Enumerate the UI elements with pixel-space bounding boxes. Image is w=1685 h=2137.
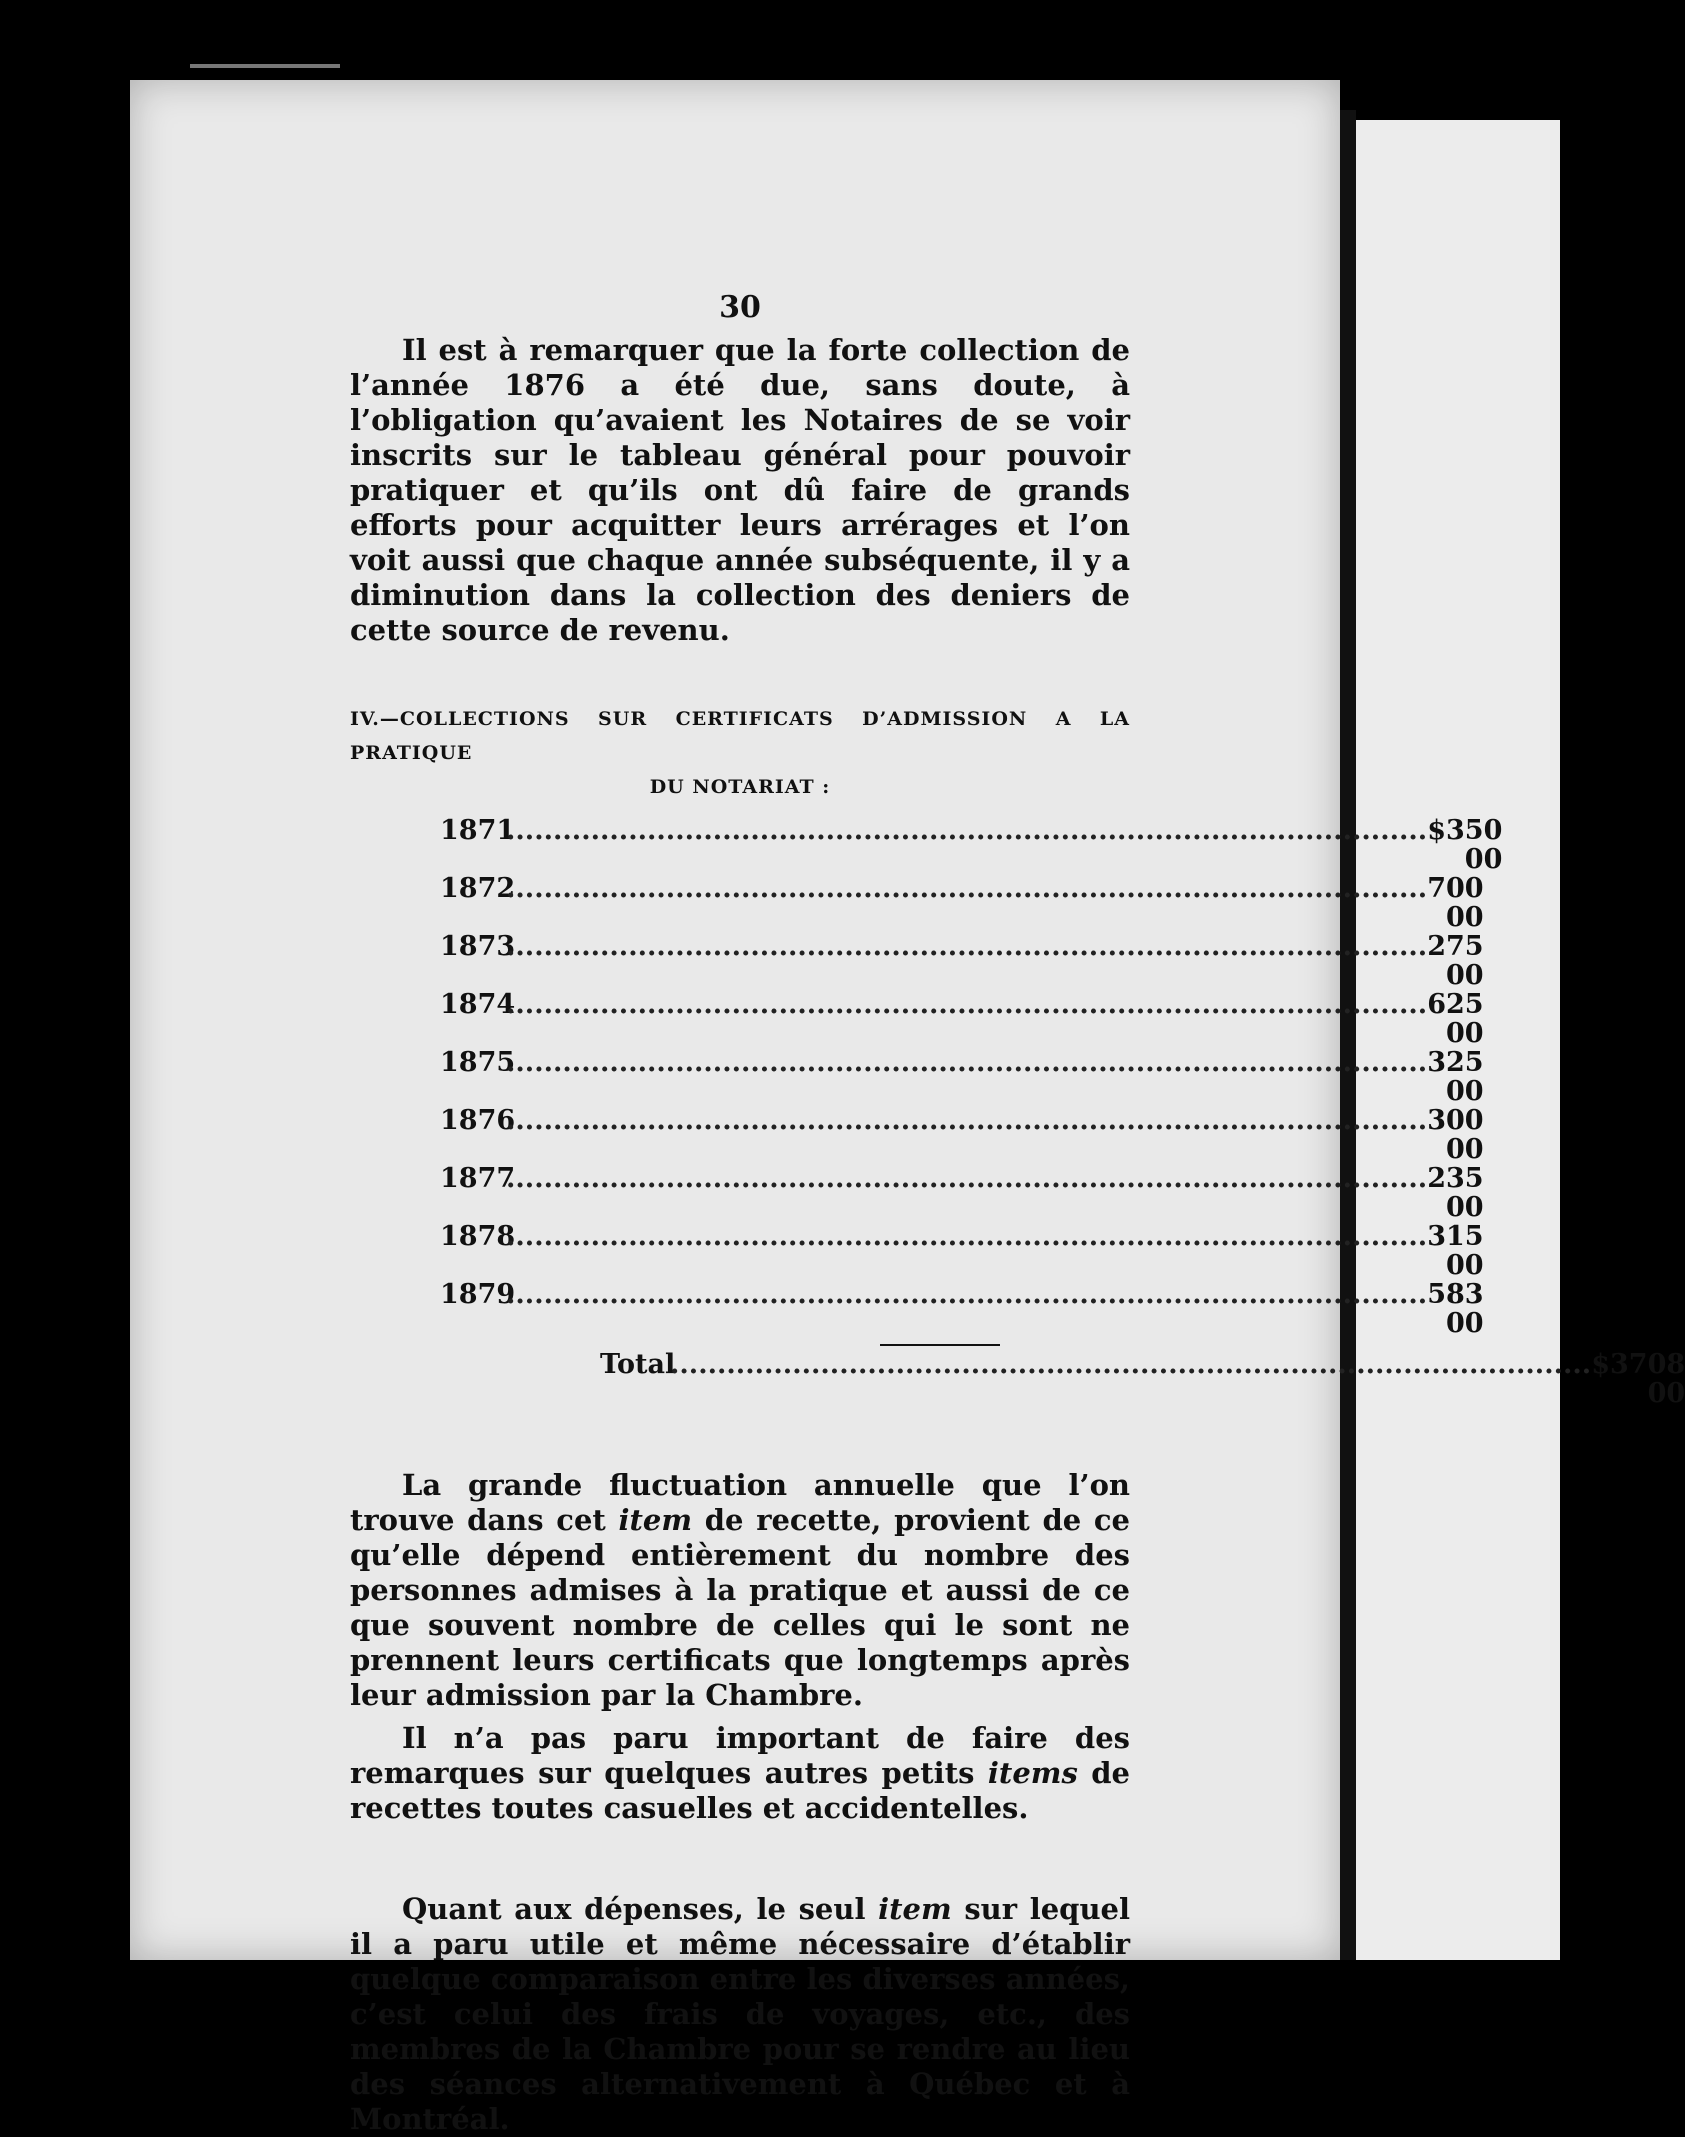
scan-artifact-line	[190, 64, 340, 68]
amount-cell: 350 00	[1446, 815, 1503, 875]
leader-dots: ..................................................................................................	[506, 1279, 1428, 1310]
amount-cell: 325 00	[1427, 1047, 1484, 1107]
paragraph-4-text-before: Quant aux dépenses, le seul	[402, 1892, 879, 1926]
amount-cell: 235 00	[1427, 1163, 1484, 1223]
table-row	[440, 1047, 1484, 1107]
year-cell: 1875	[440, 1047, 516, 1078]
total-row	[600, 1349, 1685, 1409]
section-heading	[350, 702, 1130, 804]
table-row	[440, 1221, 1484, 1281]
year-cell: 1872	[440, 873, 516, 904]
collections-table	[440, 815, 1685, 1409]
year-cell: 1876	[440, 1105, 516, 1136]
leader-dots: ..................................................................................................	[506, 1221, 1428, 1252]
amount-cell: 275 00	[1427, 931, 1484, 991]
paragraph-2	[350, 1468, 1130, 1713]
table-row	[440, 873, 1484, 933]
paragraph-2-text-before: La grande fluctuation annuelle que l’on trouve dans cet	[350, 1468, 1130, 1537]
table-row	[440, 815, 1503, 875]
paragraph-2-item: item	[618, 1503, 693, 1537]
amount-cell: 315 00	[1427, 1221, 1484, 1281]
paragraph-3-text-before: Il n’a pas paru important de faire des remarques sur quelques autres petits	[350, 1721, 1130, 1790]
total-rule	[880, 1344, 1000, 1346]
page-content	[350, 290, 1685, 2137]
paragraph-1: Il est à remarquer que la forte collection de l’année 1876 a été due, sans doute, à l’obligation qu’avaient les Notaires de se voir inscrits sur le tableau général pour pouvoir pratiquer et qu’ils ont dû faire de grands efforts pour acquitter leurs arrérages et l’on voit aussi que chaque année subséquente, il y a diminution dans la collection des deniers de cette source de revenu.	[350, 333, 1130, 647]
amount-cell: 300 00	[1427, 1105, 1484, 1165]
table-row	[440, 1163, 1484, 1223]
dollar-sign: $	[1427, 815, 1446, 846]
year-cell: 1878	[440, 1221, 516, 1252]
year-cell: 1879	[440, 1279, 516, 1310]
paragraph-3	[350, 1721, 1130, 1826]
paragraph-4	[350, 1892, 1130, 2137]
spacer	[350, 1826, 1130, 1892]
leader-dots: ..................................................................................................	[506, 1047, 1428, 1078]
total-label: Total	[600, 1349, 676, 1380]
paragraph-4-text-after: sur lequel il a paru utile et même nécessaire d’établir quelque comparaison entre les diverses années, c’est celui des frais de voyages, etc., des membres de la Chambre pour se rendre au lieu des séances alternativement à Québec et à Montréal.	[350, 1892, 1130, 2136]
leader-dots: ..................................................................................................	[506, 873, 1428, 904]
table-row	[440, 931, 1484, 991]
paragraph-2-text-after: de recette, provient de ce qu’elle dépend entièrement du nombre des personnes admises à la pratique et aussi de ce que souvent nombre de celles qui le sont ne prennent leurs certificats que longtemps après leur admission par la Chambre.	[350, 1503, 1130, 1712]
page-number: 30	[719, 290, 761, 325]
year-cell: 1871	[440, 815, 516, 846]
amount-cell: 583 00	[1427, 1279, 1484, 1339]
table-row	[440, 1105, 1484, 1165]
spacer	[350, 1408, 1130, 1468]
year-cell: 1874	[440, 989, 516, 1020]
leader-dots: ..................................................................................................	[506, 931, 1428, 962]
table-row	[440, 989, 1484, 1049]
paragraph-3-item: items	[987, 1756, 1078, 1790]
page-binding-edge	[1340, 110, 1356, 1960]
year-cell: 1877	[440, 1163, 516, 1194]
leader-dots: ..................................................................................................	[506, 815, 1428, 846]
paragraph-4-item: item	[878, 1892, 952, 1926]
leader-dots: ..................................................................................................	[506, 1163, 1428, 1194]
table-row	[440, 1279, 1484, 1339]
section-heading-line1: IV.—COLLECTIONS SUR CERTIFICATS D’ADMISSION A LA PRATIQUE	[350, 708, 1130, 764]
paragraph-3-text-after: de recettes toutes casuelles et accidentelles.	[350, 1756, 1130, 1825]
spacer	[350, 1713, 1130, 1721]
section-heading-line2: DU NOTARIAT :	[649, 776, 831, 798]
amount-cell: 700 00	[1427, 873, 1484, 933]
total-amount: $3708 00	[1591, 1349, 1685, 1409]
amount-cell: 625 00	[1427, 989, 1484, 1049]
leader-dots: ..................................................................................................	[506, 989, 1428, 1020]
leader-dots: ..................................................................................................	[506, 1105, 1428, 1136]
leader-dots: ..................................................................................................	[670, 1349, 1592, 1380]
year-cell: 1873	[440, 931, 516, 962]
